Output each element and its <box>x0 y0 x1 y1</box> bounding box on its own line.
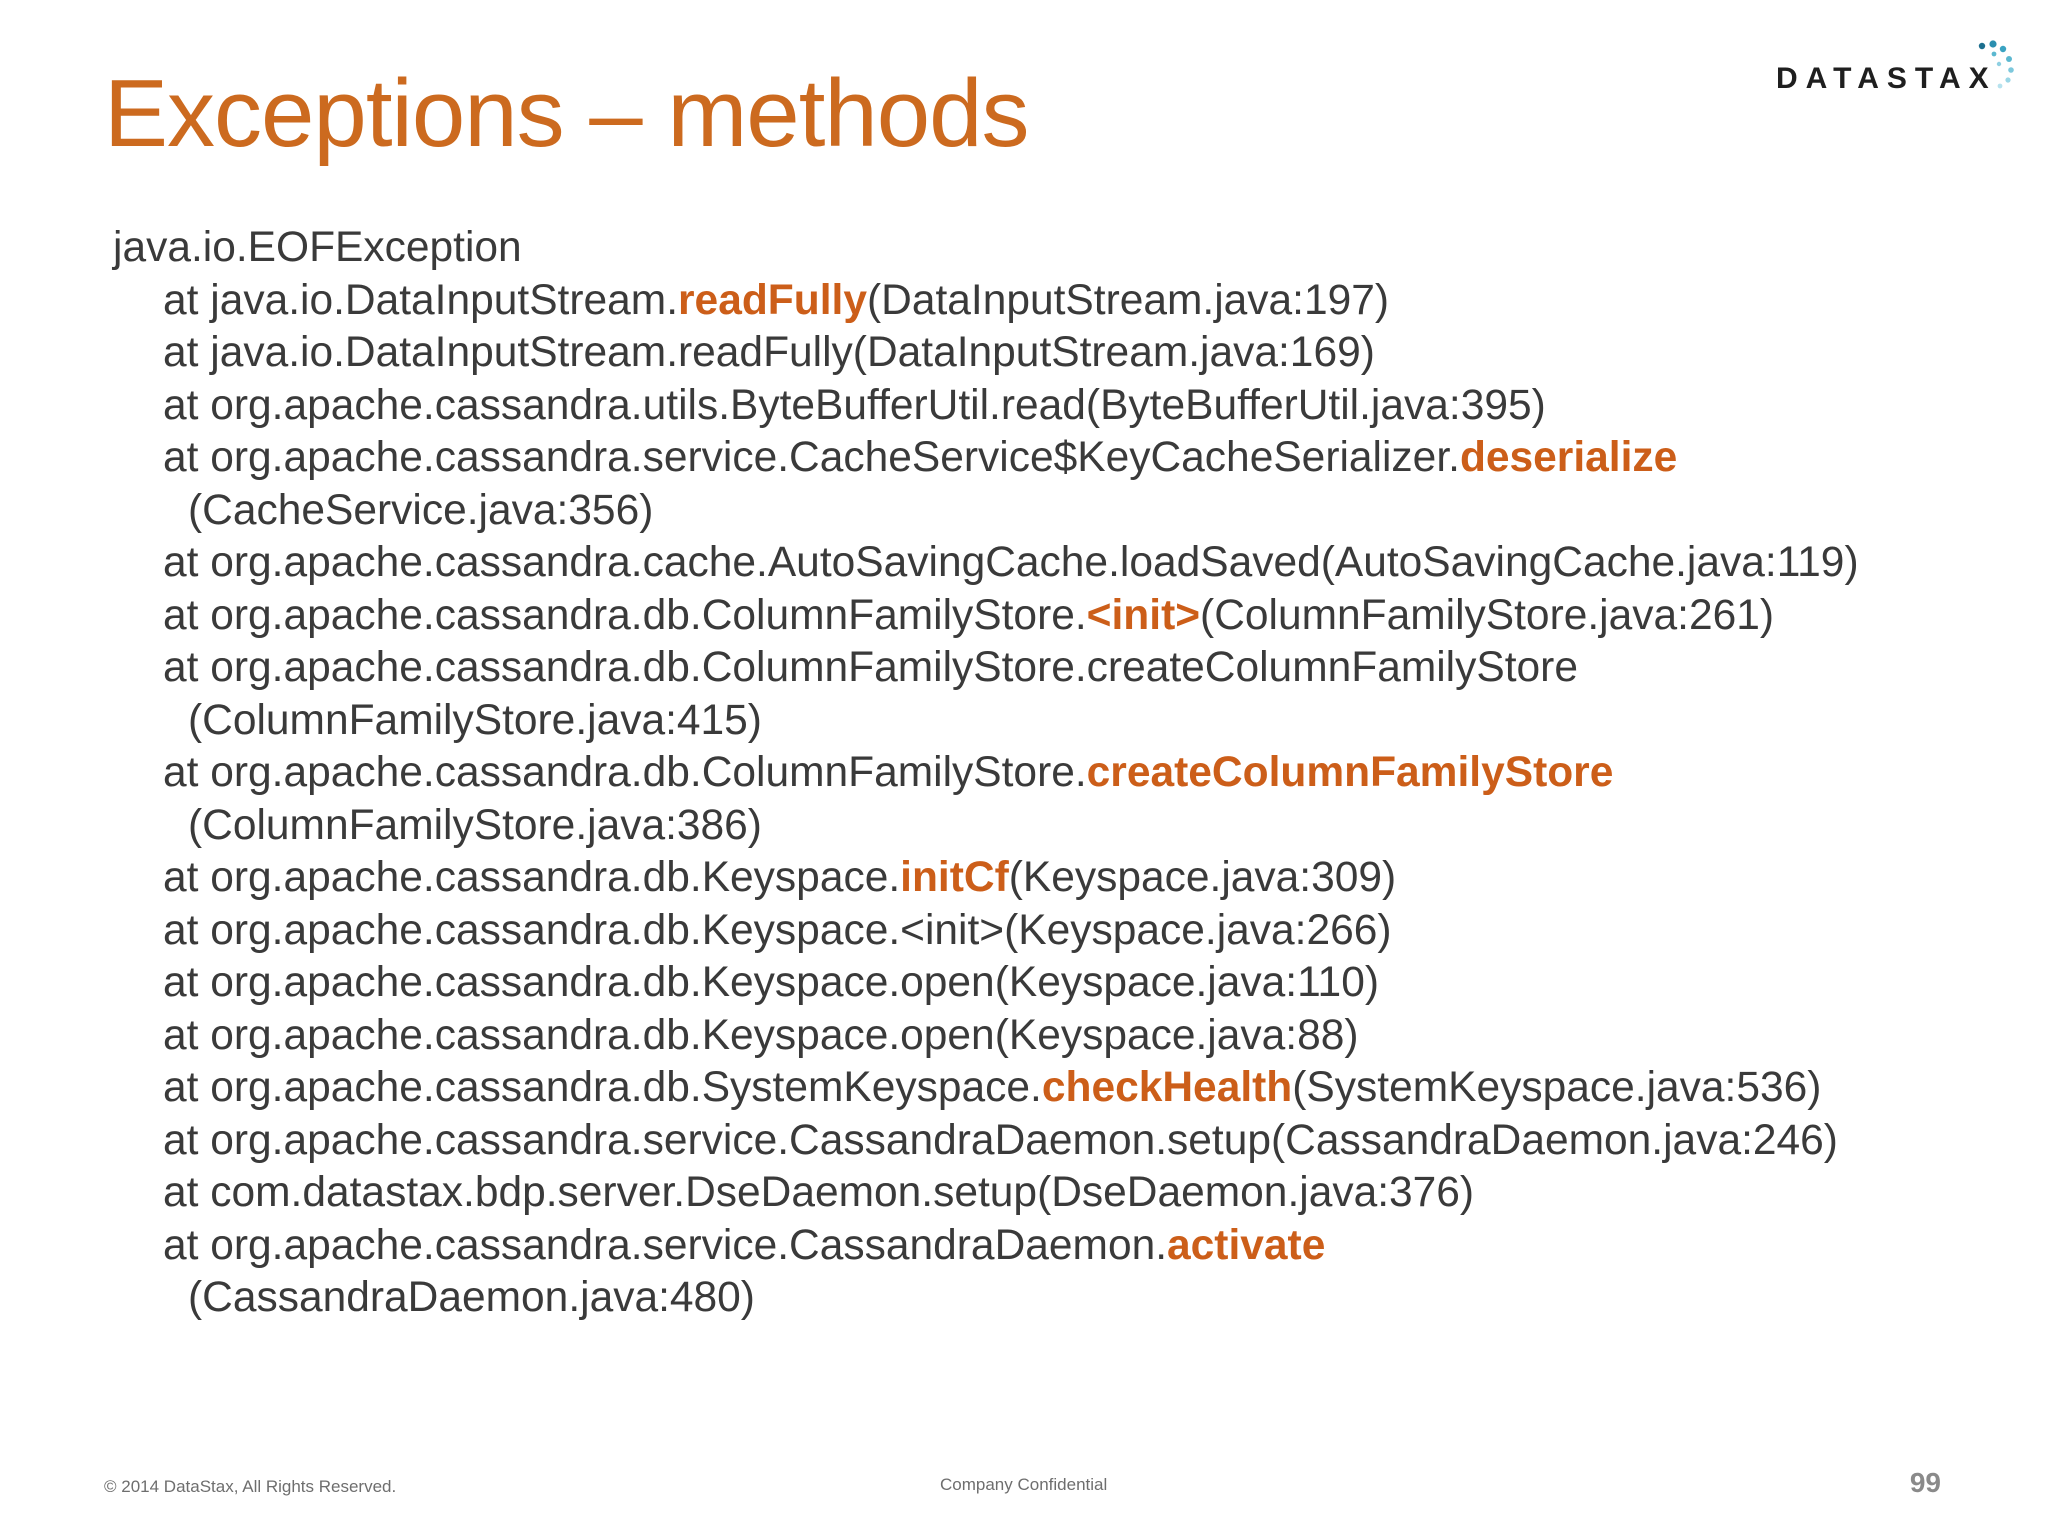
frame-text: at org.apache.cassandra.db.ColumnFamilyStore. <box>163 591 1087 639</box>
frame-text: (CacheService.java:356) <box>188 486 654 534</box>
highlighted-method: activate <box>1167 1221 1326 1269</box>
stack-frame-line <box>113 590 2013 643</box>
stack-frame-line <box>113 1010 2013 1063</box>
frame-text: at org.apache.cassandra.db.ColumnFamilyStore.createColumnFamilyStore <box>163 644 1578 691</box>
frame-text: (SystemKeyspace.java:536) <box>1292 1064 1822 1111</box>
highlighted-method: initCf <box>900 854 1009 901</box>
highlighted-method: checkHealth <box>1041 1064 1293 1111</box>
datastax-logo <box>1776 40 2026 100</box>
frame-text: (CassandraDaemon.java:480) <box>188 1274 755 1321</box>
frame-text: at org.apache.cassandra.service.CassandraDaemon. <box>163 1221 1168 1269</box>
slide-title: Exceptions – methods <box>104 60 1029 167</box>
stack-frame-line <box>113 905 2013 958</box>
frame-text: (DataInputStream.java:197) <box>866 276 1390 324</box>
stack-frame-continuation <box>113 800 2013 853</box>
frame-text: at com.datastax.bdp.server.DseDaemon.setup(DseDaemon.java:376) <box>163 1169 1475 1216</box>
stack-frame-continuation <box>113 485 2013 538</box>
stack-frame-line <box>113 957 2013 1010</box>
stack-frame-line <box>113 537 2013 590</box>
stack-frame-line <box>113 642 2013 695</box>
frame-text: (ColumnFamilyStore.java:415) <box>188 696 762 744</box>
frame-text: at org.apache.cassandra.cache.AutoSavingCache.loadSaved(AutoSavingCache.java:119) <box>163 539 1859 586</box>
frame-text: at org.apache.cassandra.db.ColumnFamilyStore. <box>163 749 1087 796</box>
highlighted-method: deserialize <box>1459 434 1678 481</box>
stack-frame-continuation <box>113 695 2013 748</box>
stack-frame-line <box>113 1220 2013 1273</box>
frame-text: at org.apache.cassandra.service.CacheService$KeyCacheSerializer. <box>163 434 1460 481</box>
page-number: 99 <box>1909 1467 1941 1498</box>
frame-text: at org.apache.cassandra.db.SystemKeyspace. <box>163 1064 1042 1111</box>
stack-frame-continuation <box>113 1272 2013 1325</box>
highlighted-method: <init> <box>1086 591 1201 639</box>
stack-frame-line <box>113 275 2013 328</box>
frame-text: at org.apache.cassandra.db.Keyspace.open(Keyspace.java:110) <box>163 959 1379 1006</box>
stack-frame-line <box>113 380 2013 433</box>
footer-copyright: © 2014 DataStax, All Rights Reserved. <box>104 1477 397 1496</box>
stack-frame-line <box>113 1167 2013 1220</box>
highlighted-method: readFully <box>678 276 867 324</box>
stack-frame-line <box>113 1115 2013 1168</box>
stack-frame-line <box>113 852 2013 905</box>
logo-dots-icon <box>1972 40 2026 100</box>
frame-text: (Keyspace.java:309) <box>1008 854 1397 901</box>
stack-frame-line <box>113 327 2013 380</box>
footer-confidential: Company Confidential <box>940 1475 1108 1494</box>
frame-text: at org.apache.cassandra.utils.ByteBufferUtil.read(ByteBufferUtil.java:395) <box>163 381 1546 429</box>
stack-frame-line <box>113 1062 2013 1115</box>
logo-wordmark: DATASTAX <box>1776 62 1997 95</box>
frame-text: at org.apache.cassandra.db.Keyspace.open(Keyspace.java:88) <box>163 1011 1359 1059</box>
exception-name: java.io.EOFException <box>113 224 522 271</box>
highlighted-method: createColumnFamilyStore <box>1086 749 1614 796</box>
stack-trace <box>113 222 2013 1325</box>
frame-text: (ColumnFamilyStore.java:261) <box>1200 591 1775 639</box>
frame-text: at org.apache.cassandra.db.Keyspace.<init>(Keyspace.java:266) <box>163 906 1392 954</box>
frame-text: at java.io.DataInputStream. <box>163 276 679 324</box>
frame-text: at org.apache.cassandra.db.Keyspace. <box>163 854 901 901</box>
frame-text: at java.io.DataInputStream.readFully(DataInputStream.java:169) <box>163 329 1375 376</box>
stack-frame-line <box>113 747 2013 800</box>
frame-text: (ColumnFamilyStore.java:386) <box>188 801 762 849</box>
frame-text: at org.apache.cassandra.service.CassandraDaemon.setup(CassandraDaemon.java:246) <box>163 1116 1838 1164</box>
stack-frame-line <box>113 432 2013 485</box>
